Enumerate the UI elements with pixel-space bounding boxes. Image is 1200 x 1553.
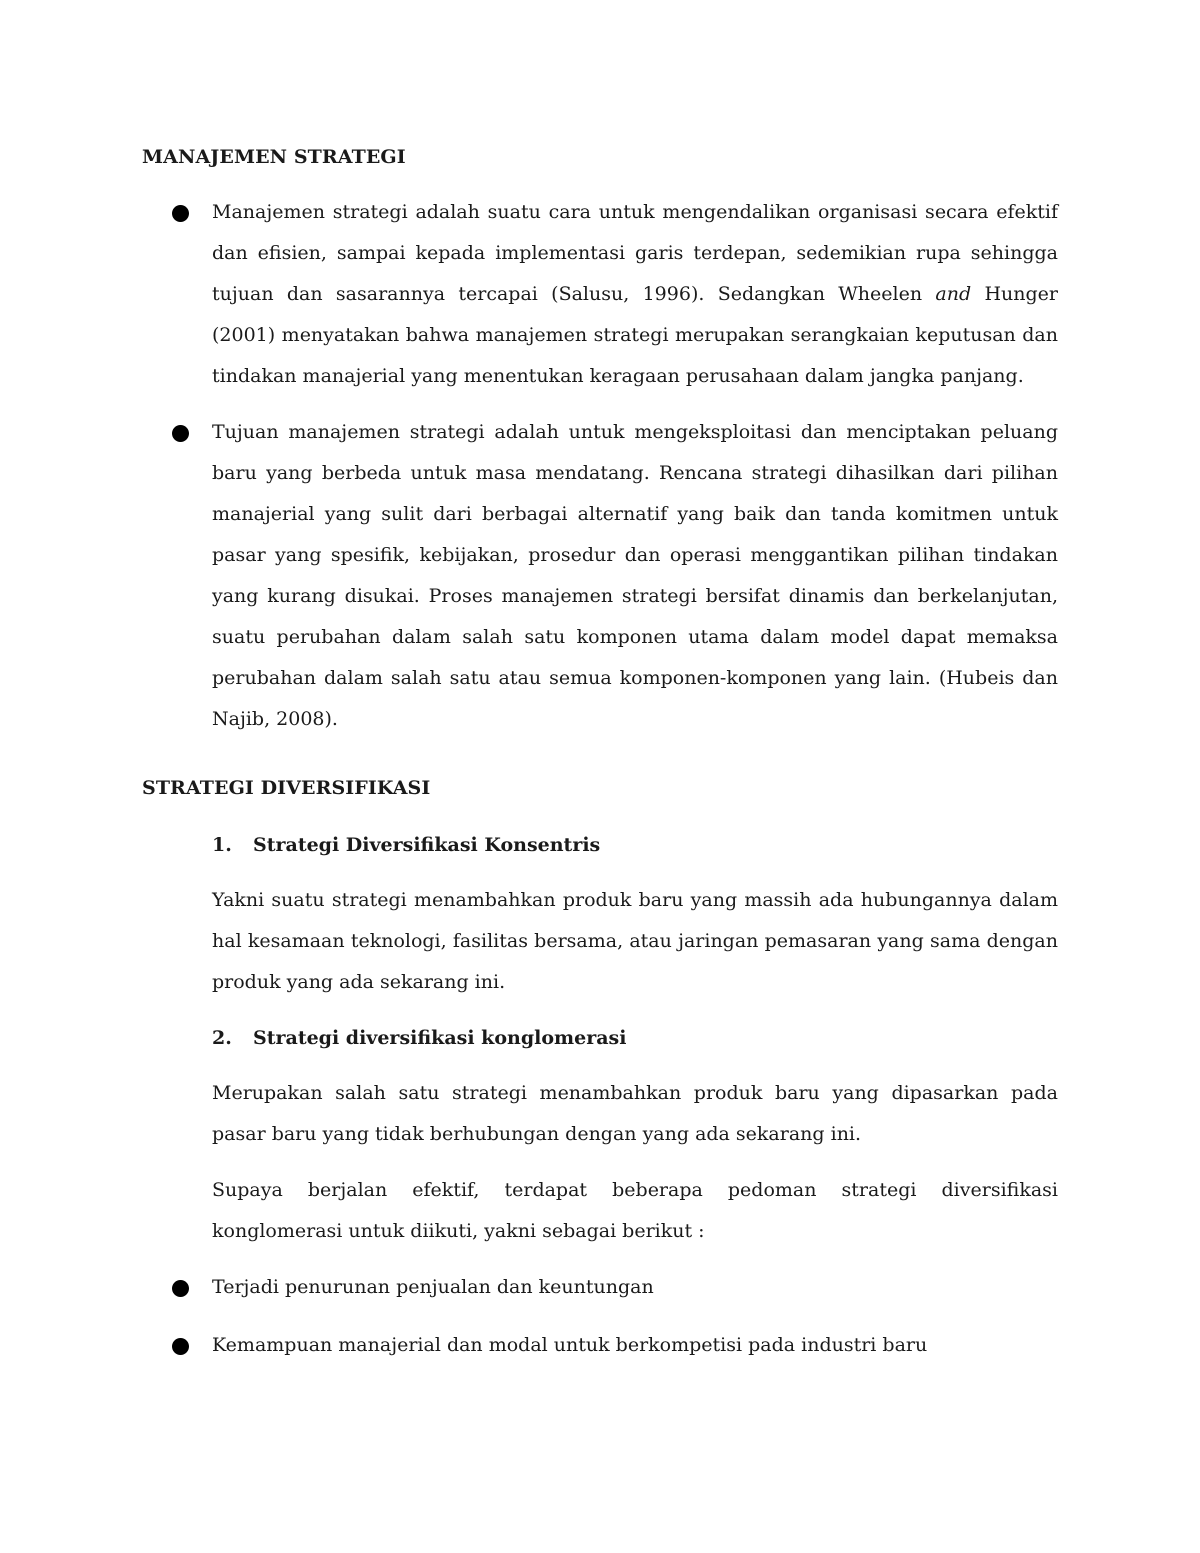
bullet-paragraph: Tujuan manajemen strategi adalah untuk mengeksploitasi dan menciptakan peluang baru yang berbeda untuk masa mendatang. Rencana strategi dihasilkan dari pilihan manajerial yang sulit dari berbagai alternatif yang baik dan tanda komitmen untuk pasar yang spesifik, kebijakan, prosedur dan operasi menggantikan pilihan tindakan yang kurang disukai. Proses manajemen strategi bersifat dinamis dan berkelanjutan, suatu perubahan dalam salah satu komponen utama dalam model dapat memaksa perubahan dalam salah satu atau semua komponen-komponen yang lain. (Hubeis dan Najib, 2008). [212, 421, 1058, 730]
body-paragraph: Yakni suatu strategi menambahkan produk baru yang massih ada hubungannya dalam hal kesamaan teknologi, fasilitas bersama, atau jaringan pemasaran yang sama dengan produk yang ada sekarang ini. [212, 889, 1058, 993]
bullet-text-part: Hunger (2001) menyatakan bahwa manajemen strategi merupakan serangkaian keputusan dan tindakan manajerial yang menentukan keragaan perusahaan dalam jangka panjang. [212, 283, 1058, 387]
bullet-icon [172, 1338, 189, 1355]
italic-word: and [935, 283, 972, 305]
item-heading: Strategi Diversifikasi Konsentris [253, 834, 601, 856]
list-item [172, 1325, 1060, 1366]
numbered-heading [212, 1026, 626, 1050]
bullet-text-part: Manajemen strategi adalah suatu cara untuk mengendalikan organisasi secara efektif dan efisien, sampai kepada implementasi garis terdepan, sedemikian rupa sehingga tujuan dan sasarannya tercapai (Salusu, 1996). Sedangkan Wheelen [212, 201, 1058, 305]
item-number: 1. [212, 834, 232, 856]
numbered-heading [212, 833, 600, 857]
item-number: 2. [212, 1027, 232, 1049]
list-item [172, 192, 1060, 397]
bullet-icon [172, 1280, 189, 1297]
section-title-manajemen-strategi: MANAJEMEN STRATEGI [142, 146, 406, 168]
bullet-paragraph: Terjadi penurunan penjualan dan keuntungan [212, 1276, 654, 1298]
list-item [172, 1267, 1060, 1308]
bullet-paragraph [212, 192, 1058, 397]
bullet-paragraph: Kemampuan manajerial dan modal untuk berkompetisi pada industri baru [212, 1334, 928, 1356]
bullet-icon [172, 205, 189, 222]
body-paragraph: Merupakan salah satu strategi menambahkan produk baru yang dipasarkan pada pasar baru yang tidak berhubungan dengan yang ada sekarang ini. [212, 1082, 1058, 1145]
bullet-icon [172, 425, 189, 442]
section-title-strategi-diversifikasi: STRATEGI DIVERSIFIKASI [142, 777, 431, 799]
body-paragraph: Supaya berjalan efektif, terdapat beberapa pedoman strategi diversifikasi konglomerasi untuk diikuti, yakni sebagai berikut : [212, 1179, 1058, 1242]
item-heading: Strategi diversifikasi konglomerasi [253, 1027, 627, 1049]
list-item [172, 412, 1060, 740]
